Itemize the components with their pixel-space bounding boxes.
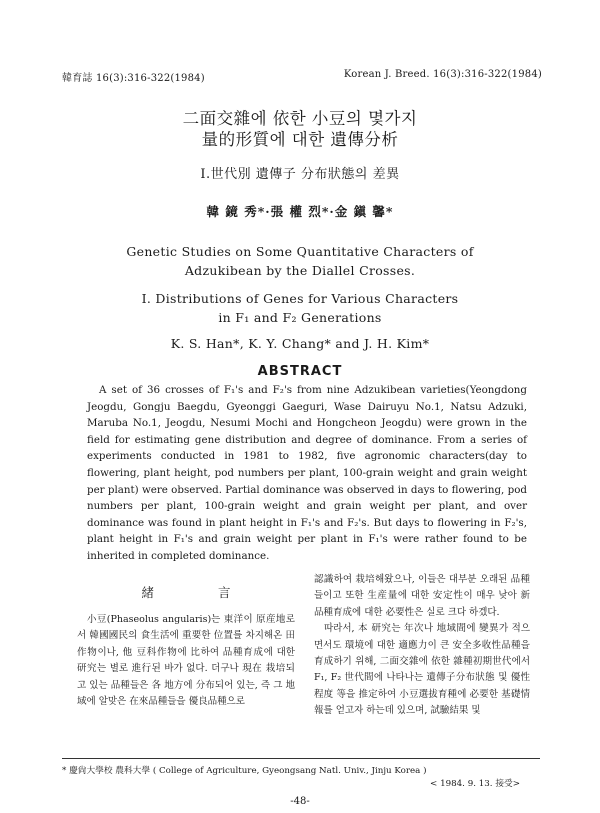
authors-korean: 韓 鏡 秀*·張 權 烈*·金 鎭 馨* (206, 204, 394, 219)
title-korean-line2: 量的形質에 대한 遺傳分析 (201, 130, 399, 149)
journal-header-english: Korean J. Breed. 16(3):316-322(1984) (343, 69, 542, 80)
abstract-body: A set of 36 crosses of F₁'s and F₂'s from nine Adzukibean varieties(Yeongdong Jeogdu, Gongju Baegdu, Gyeonggi Gaeguri, Wase Dairuyu No.1, Natsu Adzuki, Maruba No.1, Jeogdu, Nesumi Mochi and Hongcheon Jeogdu) were grown in the field for estimating gene distribution and degree of dominance. From a series of experiments conducted in 1981 to 1982, five agronomic characters(day to flowering, plant height, pod numbers per plant, 100-grain weight and grain weight per plant) were observed. Partial dominance was observed in days to flowering, pod numbers per plant, 100-grain weight and grain weight per plant, and over dominance was found in plant height in F₁'s and F₂'s. But days to flowering in F₂'s, plant height in F₁'s and grain weight per plant in F₁'s were rather found to be inherited in completed dominance. (87, 384, 527, 562)
footnote-divider (62, 758, 540, 759)
intro-right-column (314, 572, 530, 720)
footnote-received-date: < 1984. 9. 13. 接受> (430, 779, 520, 789)
page-number: -48- (290, 796, 310, 807)
title-english-line2: Adzukibean by the Diallel Crosses. (184, 263, 416, 278)
intro-paragraph-1 (77, 612, 295, 710)
subtitle-korean: Ⅰ.世代別 遺傳子 分布狀態의 差異 (200, 167, 400, 182)
intro-heading: 緒 言 (141, 585, 261, 600)
authors-english: K. S. Han*, K. Y. Chang* and J. H. Kim* (170, 336, 430, 351)
subtitle-english-line2: in F₁ and F₂ Generations (218, 310, 382, 325)
journal-header-korean: 韓育誌 16(3):316-322(1984) (62, 73, 205, 84)
title-korean-line1: 二面交雜에 依한 小豆의 몇가지 (182, 109, 418, 128)
abstract-heading: ABSTRACT (257, 364, 343, 379)
intro-left-column (77, 583, 295, 710)
footnote (62, 765, 540, 791)
subtitle-english-line1: Ⅰ. Distributions of Genes for Various Characters (141, 291, 459, 306)
intro-right-text-2: 따라서, 本 研究는 年次나 地域間에 變異가 적으면서도 環境에 대한 適應力이 큰 安全多收性品種을 育成하기 위해, 二面交雜에 依한 雜種初期世代에서 F₁, F₂ 世代間에 나타나는 遺傳子分布狀態 및 優性程度 等을 推定하여 小豆選拔育種에 必要한 基礎情報를 얻고자 하는데 있으며, 試驗結果 및 (314, 623, 530, 717)
title-english (0, 242, 600, 280)
intro-right-text-1: 認識하여 栽培해왔으나, 이들은 대부분 오래된 品種들이고 또한 生産量에 대한 安定性이 매우 낮아 新 品種育成에 대한 必要性은 실로 크다 하겠다. (314, 574, 530, 618)
intro-left-text: 小豆(Phaseolus angularis)는 東洋이 原産地로서 韓國國民의 食生活에 重要한 位置를 차지해온 田作物이나, 他 豆科作物에 比하여 品種育成에 대한 研究는 별로 進行된 바가 없다. 더구나 現在 栽培되고 있는 品種들은 各 地方에 分布되어 있는, 즉 그 地域에 알맞은 在來品種들을 優良品種으로 (77, 614, 295, 708)
title-english-line1: Genetic Studies on Some Quantitative Characters of (126, 244, 474, 259)
title-korean (0, 108, 600, 150)
subtitle-english (0, 289, 600, 327)
footnote-affiliation: * 慶尙大學校 農科大學 ( College of Agriculture, Gyeongsang Natl. Univ., Jinju Korea ) (62, 766, 427, 776)
